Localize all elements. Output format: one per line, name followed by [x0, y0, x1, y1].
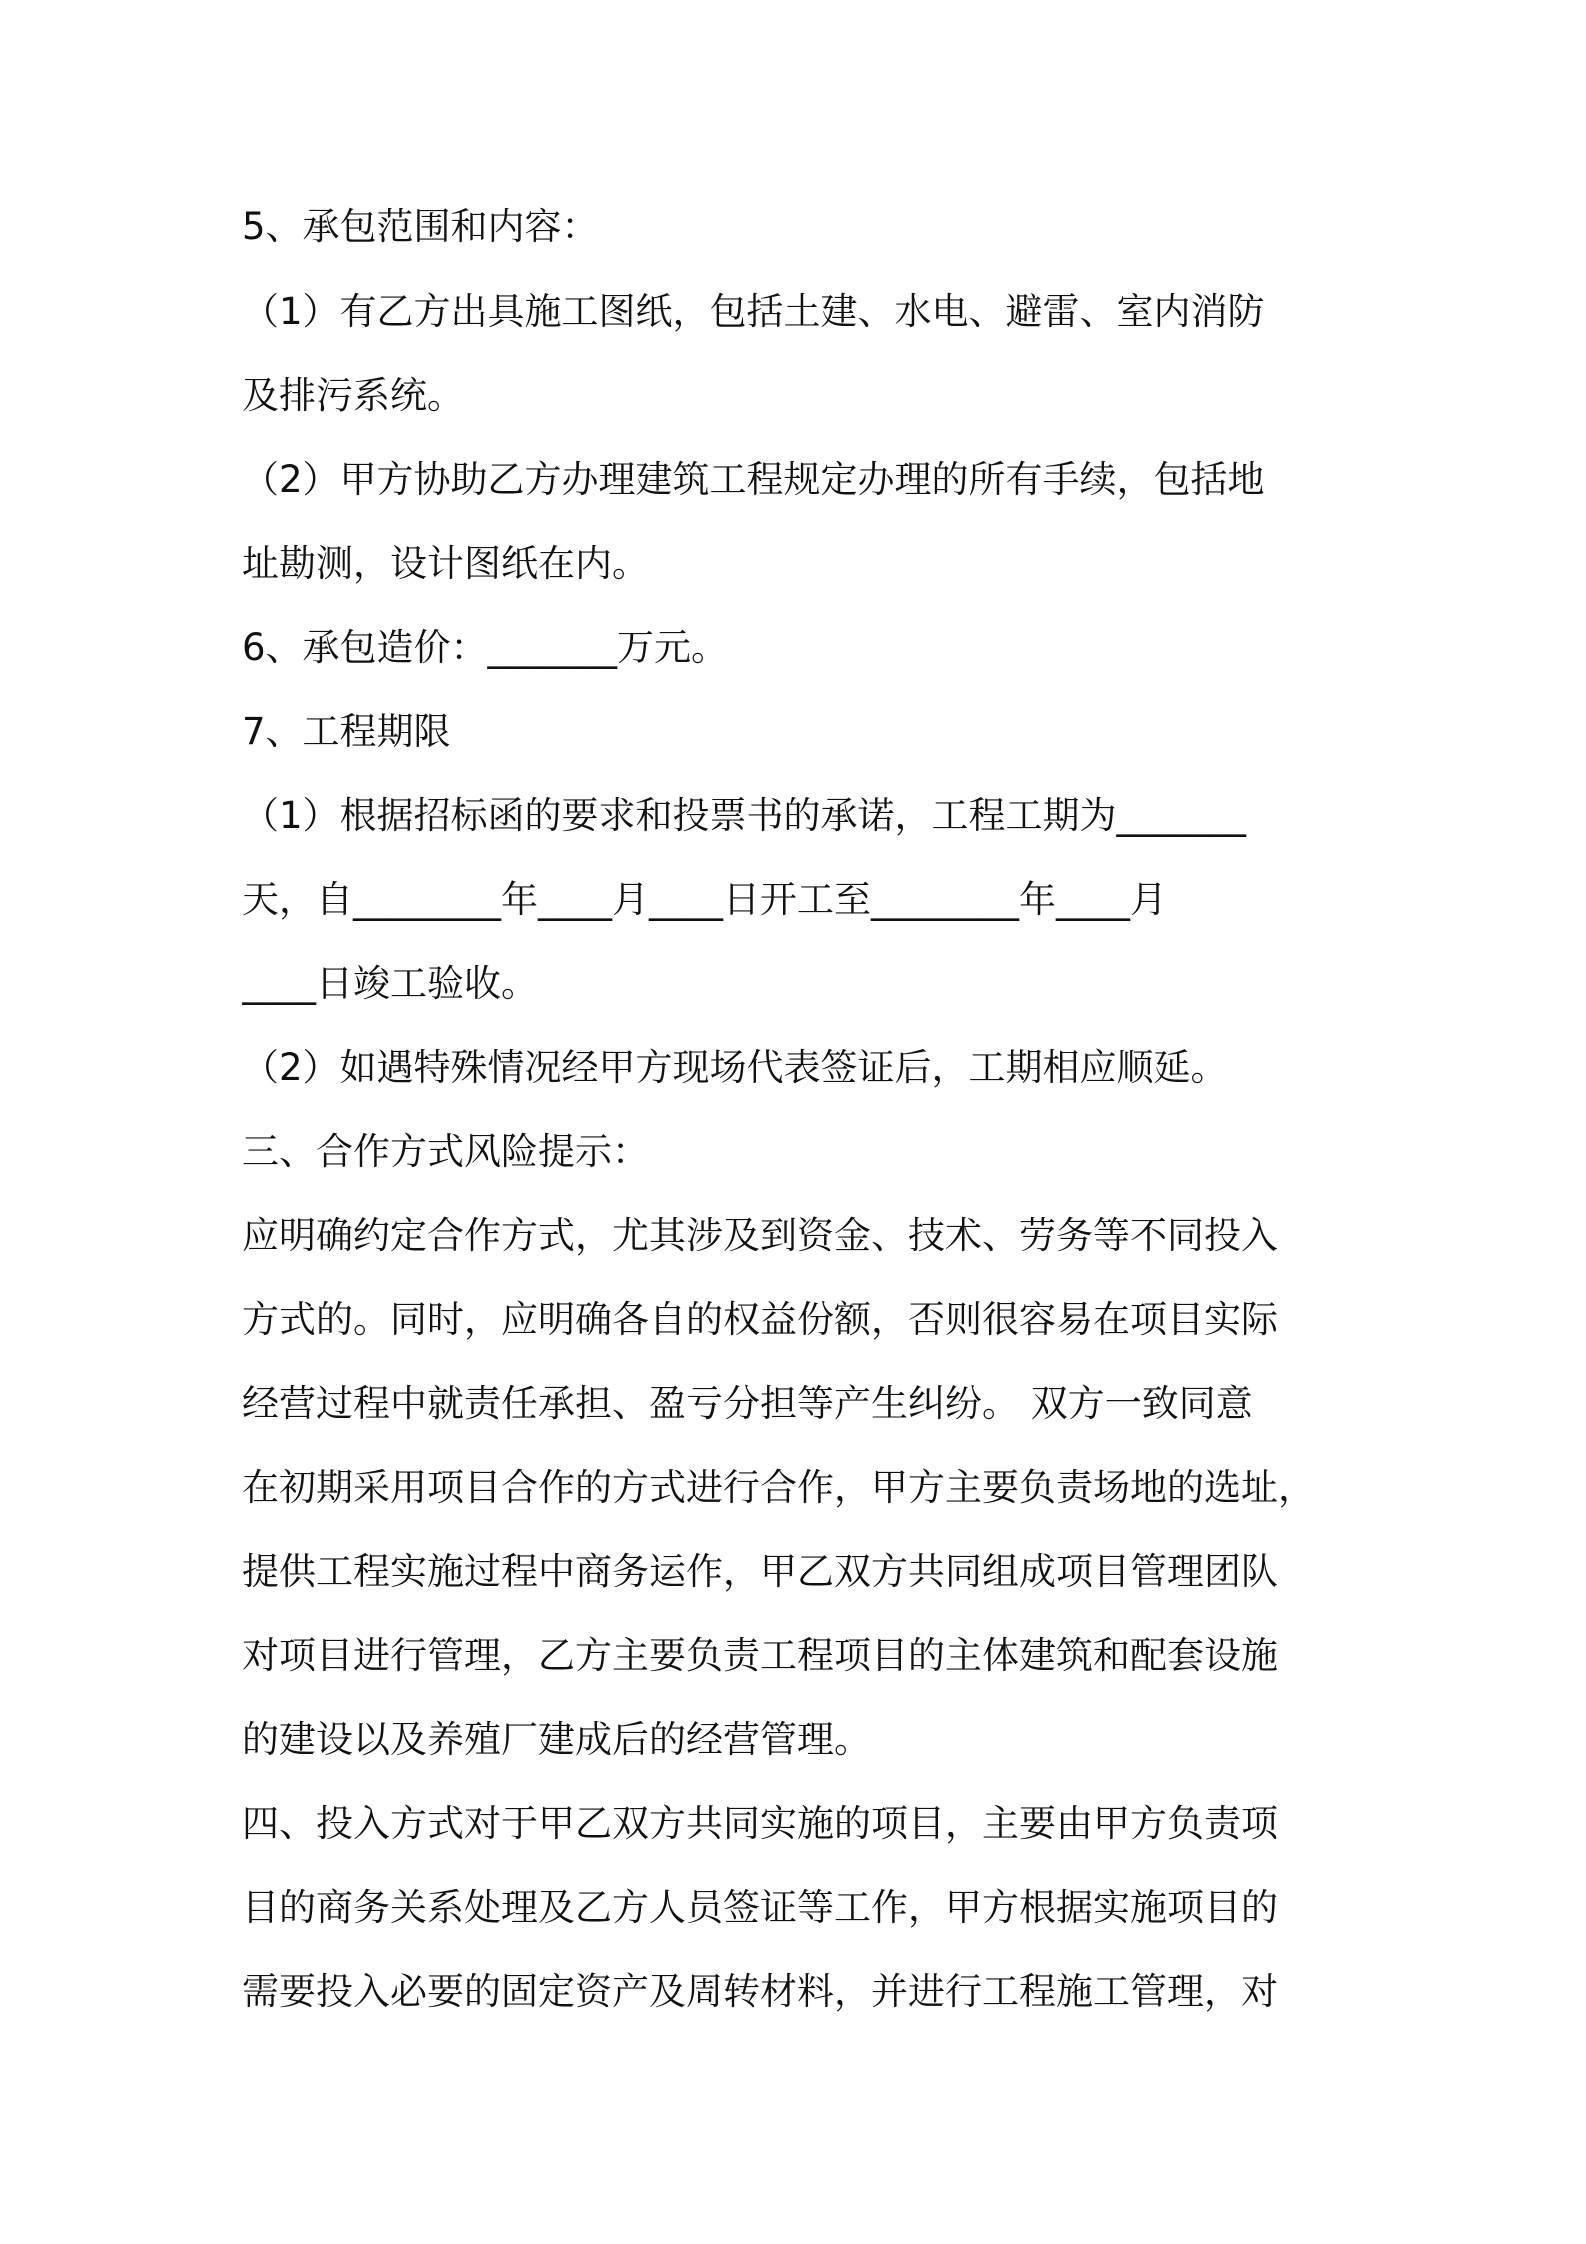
clause-7-heading: 7、工程期限 [242, 710, 451, 753]
clause-7-item-1-line-2: 天，自________年____月____日开工至________年____月 [242, 878, 1167, 921]
clause-5-item-1-line-2: 及排污系统。 [242, 374, 464, 417]
section-4-paragraph-line-2: 目的商务关系处理及乙方人员签证等工作，甲方根据实施项目的 [242, 1886, 1278, 1929]
section-3-paragraph-line-1: 应明确约定合作方式，尤其涉及到资金、技术、劳务等不同投入 [242, 1214, 1278, 1257]
section-4-paragraph-line-1: 四、投入方式对于甲乙双方共同实施的项目，主要由甲方负责项 [242, 1802, 1278, 1845]
section-3-paragraph-line-4: 在初期采用项目合作的方式进行合作，甲方主要负责场地的选址， [242, 1466, 1315, 1509]
clause-5-item-1-line-1: （1）有乙方出具施工图纸，包括土建、水电、避雷、室内消防 [242, 290, 1265, 333]
section-3-paragraph-line-3: 经营过程中就责任承担、盈亏分担等产生纠纷。 双方一致同意 [242, 1382, 1253, 1425]
clause-5-heading: 5、承包范围和内容： [242, 205, 599, 248]
section-3-paragraph-line-6: 对项目进行管理，乙方主要负责工程项目的主体建筑和配套设施 [242, 1634, 1278, 1677]
clause-5-item-2-line-2: 址勘测，设计图纸在内。 [242, 542, 649, 585]
section-3-heading: 三、合作方式风险提示： [242, 1130, 649, 1173]
clause-6-contract-price: 6、承包造价：_______万元。 [242, 626, 729, 669]
clause-7-item-2: （2）如遇特殊情况经甲方现场代表签证后，工期相应顺延。 [242, 1046, 1228, 1089]
clause-7-item-1-line-1: （1）根据招标函的要求和投票书的承诺，工程工期为_______ [242, 794, 1247, 837]
section-3-paragraph-line-5: 提供工程实施过程中商务运作，甲乙双方共同组成项目管理团队 [242, 1550, 1278, 1593]
clause-7-item-1-line-3: ____日竣工验收。 [242, 962, 538, 1005]
section-3-paragraph-line-7: 的建设以及养殖厂建成后的经营管理。 [242, 1718, 871, 1761]
section-3-paragraph-line-2: 方式的。同时，应明确各自的权益份额，否则很容易在项目实际 [242, 1298, 1278, 1341]
section-4-paragraph-line-3: 需要投入必要的固定资产及周转材料，并进行工程施工管理，对 [242, 1970, 1278, 2013]
clause-5-item-2-line-1: （2）甲方协助乙方办理建筑工程规定办理的所有手续，包括地 [242, 458, 1265, 501]
